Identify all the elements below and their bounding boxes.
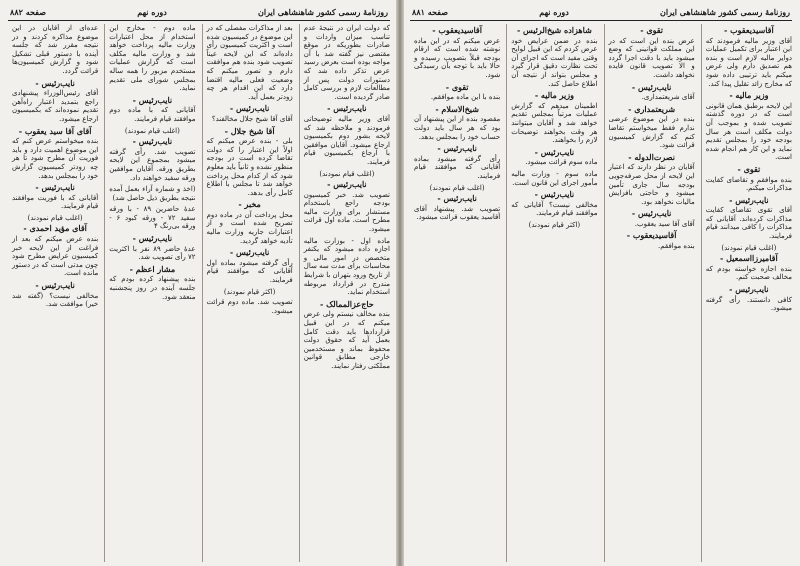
- paragraph: (اخذ و شماره آراء بعمل آمده نتیجه بطریق ذیل حاصل شد): [109, 185, 196, 202]
- right-page-column: [506, 24, 597, 562]
- paragraph: که دولت ایران در نتیجهٔ عدم تناسب میزان واردات و صادرات بطوریکه در موقع مقتضی نیز گفته شد با آن مواجه بوده است بعرض رسید عرض تذکر داده شد که دستورات دولت پس از مطالعات لازم و بررسی کامل صادر گردیده است.: [303, 24, 390, 101]
- right-page-header: [410, 6, 792, 21]
- speaker-name: نایب‌رئیس -: [35, 77, 75, 88]
- paragraph: بنده میخواستم عرض کنم که این موضوع اهمیت دارد و باید فوریت آن مطرح شود تا هر چه زودتر کمیسیون گزارش خود را بمجلس بدهد.: [12, 137, 99, 180]
- paragraph: آقای وزیر مالیه توضیحاتی فرمودند و ملاحظه شد که لایحه بشور دوم بکمیسیون ارجاع میشود. آقایان موافقین با ارجاع بکمیسیون قیام فرمایند.: [303, 114, 390, 166]
- paragraph: ماده اول - بوزارت مالیه اجازه داده میشود که یکنفر متخصص در امور مالی و محاسبات برای مدت سه سال از تاریخ ورود بتهران با شرایط مندرج در قرارداد مربوطه استخدام نماید.: [303, 236, 390, 297]
- paragraph: تصویب شد. پیشنهاد آقای آقاسید یعقوب قرائت میشود.: [414, 204, 501, 222]
- paragraph: رأی گرفته میشود بماده آقایانی که موافقند قیام فرمایند.: [414, 154, 501, 180]
- speaker-name: مخبر -: [238, 199, 261, 210]
- paragraph: آقای شریعتمداری.: [641, 93, 695, 102]
- paragraph: این لایحه برطبق همان قانونی است که در دوره گذشته تصویب شده و بموجب آن دولت مکلف است هر سال بودجه خود را بمجلس تقدیم نماید و این کار هم انجام شده است.: [705, 101, 792, 162]
- paragraph: ماده دوم - مخارج این استخدام از محل اعتبارات وزارت مالیه پرداخت خواهد شد و وزارت مالیه مکلف است که گزارش عملیات مستخدم مزبور را همه ساله بمجلس شورای ملی تقدیم نماید.: [109, 24, 196, 93]
- paragraph: بنده در این موضوع عرضی ندارم فقط میخواستم تقاضا کنم که گزارش کمیسیون قرائت شود.: [608, 115, 695, 150]
- left-page-column: [8, 24, 98, 562]
- paragraph: عدهٔ حاضرین ۸۹ - با ورقه سفید ۷۲ - ورقه کبود ۶ - ورقه بی‌رنگ ۴: [109, 205, 196, 231]
- paragraph: آقای تقوی تقاضای کفایت مذاکرات کرده‌اند. آقایانی که مذاکرات را کافی میدانند قیام فرمایند.: [705, 206, 792, 241]
- speaker-name: نصرت‌الدوله -: [628, 151, 675, 162]
- speaker-name: نایب‌رئیس -: [132, 94, 173, 105]
- speaker-name: شیخ‌الاسلام -: [435, 103, 479, 114]
- paragraph: عده‌ای از آقایان در این موضوع مذاکره کردند و در نتیجه مقرر شد که جلسه آینده با دستور قبلی تشکیل شود و گزارش کمیسیون‌ها قرائت گردد.: [12, 24, 99, 75]
- paragraph: آقایان در نظر دارند که اعتبار این لایحه از محل صرفه‌جویی بودجه سال جاری تأمین میشود و حاجتی بافزایش مالیات نخواهد بود.: [608, 163, 695, 206]
- paragraph: تصویب شد. خبر کمیسیون بودجه راجع باستخدام مستشار برای وزارت مالیه مطرح است. ماده اول قرائت میشود.: [303, 190, 390, 234]
- right-page-column: [701, 24, 792, 562]
- speaker-name: نایب‌رئیس -: [327, 179, 367, 190]
- paragraph: آقایانی که با فوریت موافقند قیام فرمایند.: [12, 193, 99, 211]
- paragraph: عدهٔ حاضر ۸۹ نفر با اکثریت ۷۲ رأی تصویب شد.: [109, 244, 196, 262]
- speaker-name: وزیر مالیه -: [729, 90, 769, 101]
- speaker-name: تقوی -: [737, 163, 761, 174]
- vote-note: (اغلب قیام نمودند): [429, 183, 485, 192]
- speaker-name: نایب‌رئیس -: [229, 247, 270, 258]
- speaker-name: حاج‌عزالممالک -: [319, 298, 374, 309]
- vote-note: (اغلب قیام نمودند): [319, 169, 375, 178]
- vote-note: (اغلب قیام نمودند): [124, 126, 180, 135]
- speaker-name: آقاسیدیعقوب -: [626, 230, 677, 241]
- paragraph: آقای وزیر مالیه فرمودند که این اعتبار برای تکمیل عملیات دوایر مالیه لازم است و بنده هم تصدیق دارم ولی عرض میکنم باید ترتیبی داده شود که مخارج زائد تقلیل پیدا کند.: [705, 36, 792, 88]
- left-page-column: [202, 24, 293, 562]
- paragraph: بلی - بنده عرض میکنم که اولاً این اعتبار را که دولت تقاضا کرده است در بودجه منظور نشده و ثانیاً باید معلوم شود که از کدام محل پرداخت خواهد شد تا مجلس با اطلاع کامل رأی بدهد.: [206, 137, 293, 197]
- paragraph: تصویب شد. رأی گرفته میشود بمجموع این لایحه بطریق ورقه. آقایان موافقین ورقه سفید خواهند داد.: [109, 147, 196, 182]
- right-page-column: [604, 24, 695, 562]
- paragraph: بنده با این ماده موافقم.: [430, 93, 501, 102]
- speaker-name: تقوی -: [640, 25, 664, 35]
- right-page-columns: [410, 24, 792, 562]
- vote-note: (اکثر قیام نمودند): [223, 287, 276, 296]
- paragraph: ماده سوم - وزارت مالیه مأمور اجرای این قانون است.: [511, 169, 598, 187]
- paragraph: بنده موافقم.: [658, 242, 695, 251]
- paragraph: بنده عرض میکنم که بعد از فراغت از این لایحه خبر کمیسیون عرایض مطرح شود چون مدتی است که در دستور مانده است.: [12, 235, 99, 278]
- speaker-name: نایب‌رئیس -: [132, 136, 173, 147]
- paragraph: کافی دانستند. رأی گرفته میشود.: [705, 295, 792, 313]
- paragraph: مقصود بنده از این پیشنهاد آن بود که هر سال باید دولت حساب خود را بمجلس بدهد.: [414, 115, 501, 141]
- paragraph: رأی گرفته میشود بماده اول آقایانی که موافقند قیام فرمایند.: [206, 258, 293, 285]
- speaker-name: نایب‌رئیس -: [631, 208, 672, 219]
- paragraph: ماده سوم قرائت میشود.: [525, 158, 598, 167]
- speaker-name: نایب‌رئیس -: [35, 280, 75, 291]
- speaker-name: شریعتمداری -: [628, 103, 676, 114]
- paragraph: مخالفی نیست؟ (گفته شد خیر) موافقت شد.: [12, 291, 99, 309]
- speaker-name: شاهزاده شیخ‌الرئیس -: [516, 25, 592, 35]
- speaker-name: نایب‌رئیس -: [534, 146, 575, 157]
- paragraph: عرض میکنم که در این ماده نوشته شده است که ارقام بودجه قبلاً بتصویب رسیده و حالا باید با توجه بآن رسیدگی شود.: [414, 36, 501, 79]
- speaker-name: نایب‌رئیس -: [631, 81, 672, 92]
- speaker-name: وزیر مالیه -: [534, 90, 574, 101]
- speaker-name: آقای مؤید احمدی -: [23, 223, 87, 234]
- speaker-name: نایب‌رئیس -: [534, 189, 575, 200]
- paragraph: آقای آقا شیخ جلال مخالفند؟: [211, 114, 293, 123]
- vote-note: (اغلب قیام نمودند): [27, 213, 83, 222]
- right-header-edition: دوره نهم: [539, 7, 569, 17]
- speaker-name: آقا شیخ جلال -: [224, 125, 275, 136]
- paragraph: بنده موافقم و تقاضای کفایت مذاکرات میکنم.: [705, 175, 792, 193]
- paragraph: آقای آقا سید یعقوب.: [634, 219, 695, 228]
- speaker-name: نایب‌رئیس -: [229, 103, 270, 114]
- left-page-header: [8, 6, 390, 21]
- paragraph: بنده در ضمن عرایض خود عرض کردم که این قبیل لوایح وقتی مفید است که اجرای آن تحت نظارت دقیق قرار گیرد و مجلس بتواند از نتیجه آن اطلاع حاصل کند.: [511, 36, 598, 88]
- speaker-name: تقوی -: [445, 81, 469, 92]
- left-page-column: [104, 24, 195, 562]
- speaker-name: آقاسیدیعقوب -: [724, 25, 774, 35]
- paragraph: محل پرداخت آن در ماده دوم تصریح شده است و از اعتبارات جاریه وزارت مالیه تأدیه خواهد گردید.: [206, 210, 293, 245]
- speaker-name: آقاسیدیعقوب -: [432, 25, 482, 35]
- speaker-name: نایب‌رئیس -: [437, 143, 477, 154]
- paragraph: آقایانی که با ماده دوم موافقند قیام فرمایند.: [109, 106, 196, 123]
- paragraph: تصویب شد. ماده دوم قرائت میشود.: [206, 298, 293, 315]
- speaker-name: آقای آقا سید یعقوب -: [18, 125, 92, 136]
- speaker-name: نایب‌رئیس -: [132, 233, 173, 244]
- left-page: [0, 0, 398, 566]
- speaker-name: نایب‌رئیس -: [35, 182, 75, 193]
- left-header-title: روزنامهٔ رسمی کشور شاهنشاهی ایران: [258, 7, 388, 17]
- paragraph: اطمینان میدهم که گزارش عملیات مرتباً بمجلس تقدیم خواهد شد و آقایان میتوانند هر وقت بخواهند توضیحات لازم را بخواهند.: [511, 101, 598, 145]
- right-page-column: [410, 24, 500, 562]
- paragraph: عرض بنده این است که در این مملکت قوانینی که وضع میشود باید با دقت اجرا گردد و الا تصویب قانون فایده نخواهد داشت.: [608, 36, 695, 79]
- left-header-edition: دوره نهم: [137, 7, 167, 17]
- paragraph: آقای رئیس‌الوزراء پیشنهادی راجع بتمدید اعتبار راه‌آهن تقدیم نموده‌اند که بکمیسیون ارجاع میشود.: [12, 89, 99, 123]
- left-page-columns: [8, 24, 390, 562]
- speaker-name: نایب‌رئیس -: [729, 194, 769, 205]
- speaker-name: نایب‌رئیس -: [327, 103, 367, 114]
- right-page: [402, 0, 800, 566]
- speaker-name: نایب‌رئیس -: [729, 284, 769, 295]
- paragraph: بنده مخالف نیستم ولی عرض میکنم که در این قبیل قراردادها باید دقت کامل بعمل آید که حقوق دولت محفوظ بماند و مستخدمین خارجی مطابق قوانین مملکتی رفتار نمایند.: [303, 310, 390, 370]
- speaker-name: مشار اعظم -: [129, 263, 176, 274]
- paragraph: مخالفی نیست؟ آقایانی که موافقند قیام فرمایند.: [511, 200, 598, 218]
- vote-note: (اکثر قیام نمودند): [528, 220, 581, 229]
- vote-note: (اغلب قیام نمودند): [721, 243, 777, 252]
- paragraph: بنده پیشنهاد کرده بودم که جلسه آینده در روز پنجشنبه منعقد شود.: [109, 275, 196, 301]
- speaker-name: آقامیرزا‌اسمعیل -: [720, 253, 778, 264]
- left-page-column: [299, 24, 390, 562]
- speaker-name: نایب‌رئیس -: [437, 193, 477, 204]
- paragraph: بعد از مذاکرات مفصلی که در این موضوع در کمیسیون شده است و اکثریت کمیسیون رأی داده‌اند که این لایحه عیناً تصویب شود بنده هم موافقت دارم و تصور میکنم که وضعیت فعلی مالیه اقتضا دارد که این اقدام هر چه زودتر بعمل آید.: [206, 24, 293, 101]
- left-header-page-number: صفحه ۸۸۲: [10, 7, 46, 17]
- paragraph: بنده اجازه خواسته بودم که مخالف صحبت کنم.: [705, 264, 792, 282]
- right-header-page-number: صفحه ۸۸۱: [412, 7, 448, 17]
- right-header-title: روزنامهٔ رسمی کشور شاهنشاهی ایران: [660, 7, 790, 17]
